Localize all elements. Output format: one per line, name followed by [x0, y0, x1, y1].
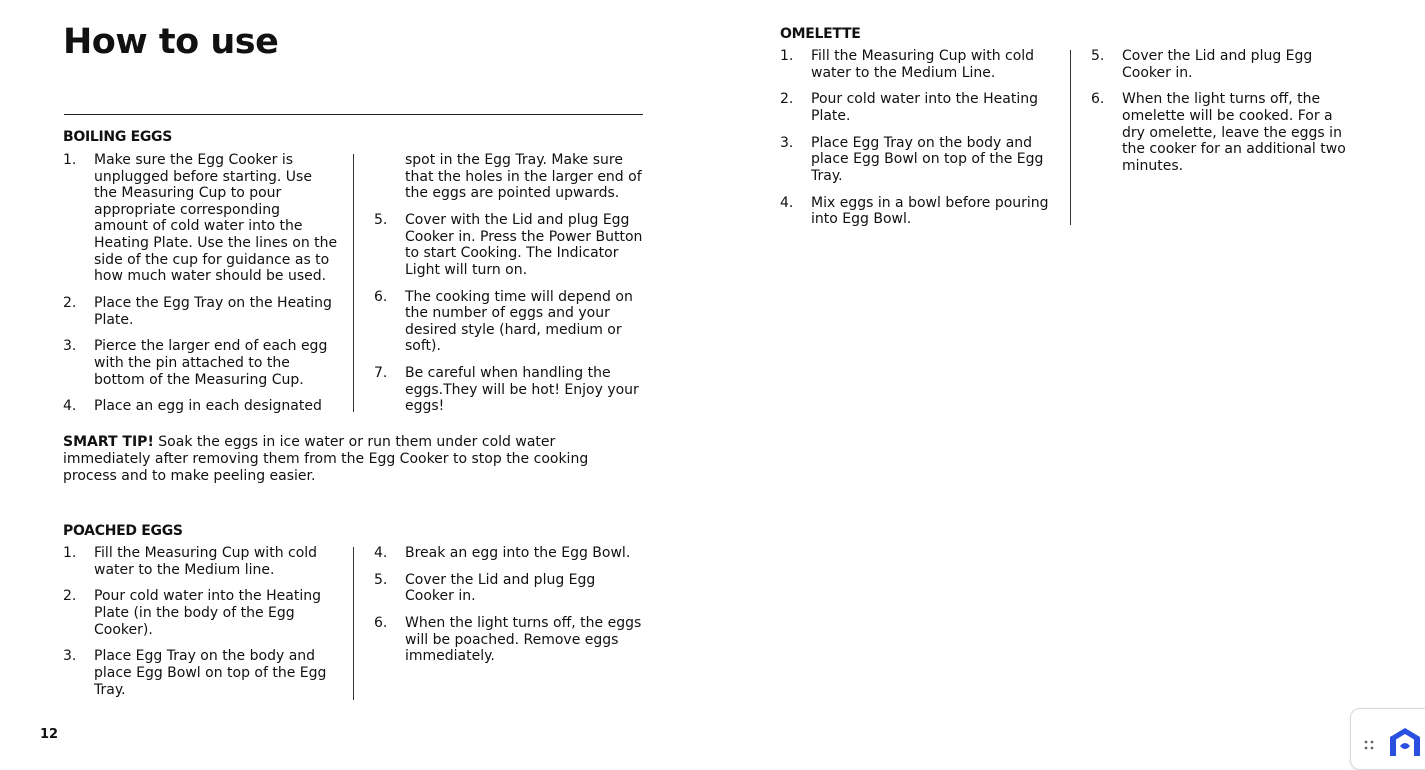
omelette-steps-col1: [780, 48, 1055, 238]
list-item: 5. Cover the Lid and plug Egg Cooker in.: [1091, 48, 1313, 81]
list-item: 6. When the light turns off, the eggs will be poached. Remove eggs immediately.: [374, 615, 642, 665]
poached-eggs-heading: POACHED EGGS: [63, 523, 183, 539]
omelette-heading: OMELETTE: [780, 26, 861, 42]
list-item: spot in the Egg Tray. Make sure that the holes in the larger end of the eggs are pointed upwards.: [405, 152, 642, 202]
page-title: How to use: [63, 22, 279, 62]
drag-handle-icon[interactable]: [1364, 737, 1376, 756]
poached-steps-col1: [63, 545, 338, 708]
assistant-logo-icon[interactable]: [1386, 726, 1424, 760]
title-divider: [64, 114, 643, 115]
list-item: 3. Place Egg Tray on the body and place Egg Bowl on top of the Egg Tray.: [63, 648, 327, 698]
list-item: 2. Place the Egg Tray on the Heating Plate.: [63, 294, 332, 328]
page-number: 12: [40, 727, 59, 742]
column-divider: [1070, 50, 1071, 225]
smart-tip-label: SMART TIP!: [63, 434, 154, 450]
list-item: 3. Pierce the larger end of each egg with the pin attached to the bottom of the Measuring Cup.: [63, 338, 328, 388]
list-item: 4. Mix eggs in a bowl before pouring into Egg Bowl.: [780, 194, 1049, 228]
list-item: 2. Pour cold water into the Heating Plate.: [780, 91, 1038, 124]
list-item: 6. When the light turns off, the omelette will be cooked. For a dry omelette, leave the eggs in the cooker for an additional two minutes.: [1091, 91, 1346, 174]
column-divider: [353, 547, 354, 700]
poached-steps-col2: [374, 545, 646, 675]
column-divider: [353, 154, 354, 412]
list-item: 1. Make sure the Egg Cooker is unplugged before starting. Use the Measuring Cup to pour appropriate corresponding amount of cold water into the Heating Plate. Use the lines on the side of the cup for guidance as to how much water should be used.: [63, 152, 338, 285]
omelette-steps-col2: [1091, 48, 1353, 185]
list-item: 3. Place Egg Tray on the body and place Egg Bowl on top of the Egg Tray.: [780, 134, 1044, 184]
list-item: 7. Be careful when handling the eggs.They will be hot! Enjoy your eggs!: [374, 365, 639, 415]
boiling-eggs-heading: BOILING EGGS: [63, 129, 173, 145]
boiling-steps-col2: [374, 152, 646, 425]
list-item: 4. Place an egg in each designated: [63, 398, 322, 415]
list-item: 1. Fill the Measuring Cup with cold water to the Medium Line.: [780, 48, 1035, 81]
list-item: 5. Cover the Lid and plug Egg Cooker in.: [374, 571, 596, 605]
list-item: 2. Pour cold water into the Heating Plate (in the body of the Egg Cooker).: [63, 588, 321, 638]
list-item: 1. Fill the Measuring Cup with cold water to the Medium line.: [63, 545, 318, 578]
list-item: 4. Break an egg into the Egg Bowl.: [374, 545, 631, 561]
smart-tip-text: Soak the eggs in ice water or run them under cold water immediately after removing them from the Egg Cooker to stop the cooking process and to make peeling easier.: [63, 434, 589, 484]
list-item: 6. The cooking time will depend on the number of eggs and your desired style (hard, medium or soft).: [374, 288, 633, 355]
smart-tip: [63, 434, 643, 485]
boiling-steps-col1: [63, 152, 338, 425]
list-item: 5. Cover with the Lid and plug Egg Cooker in. Press the Power Button to start Cooking. The Indicator Light will turn on.: [374, 211, 643, 278]
